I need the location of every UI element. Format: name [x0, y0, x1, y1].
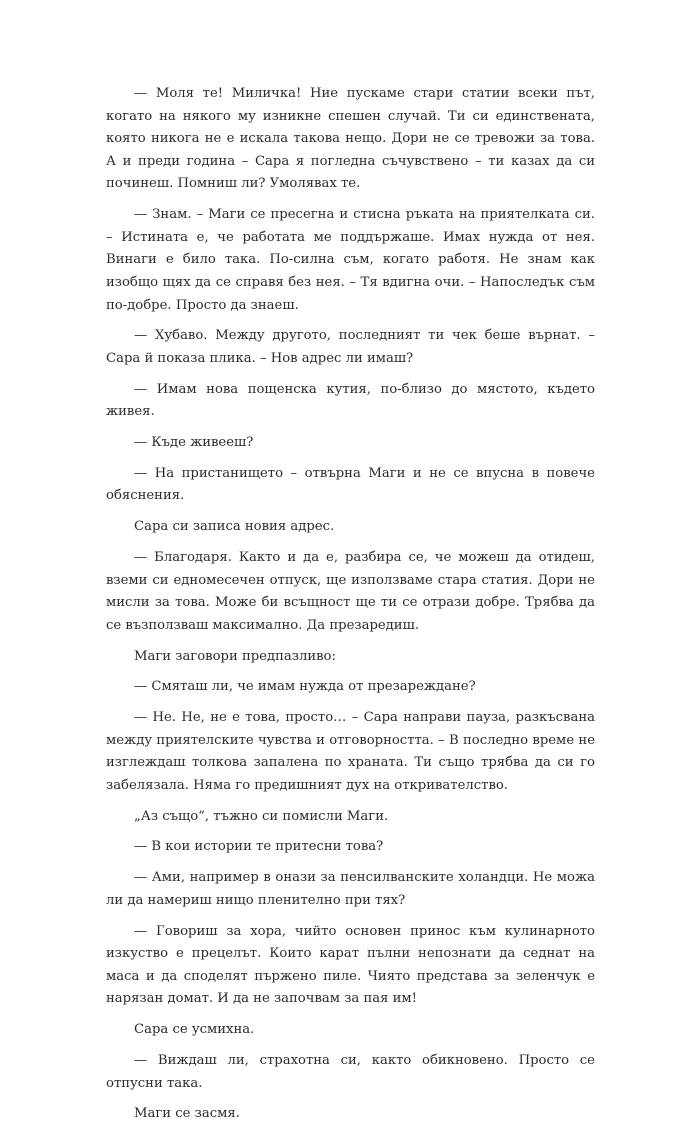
page-text	[106, 83, 595, 1126]
paragraph: — Не. Не, не е това, просто… – Сара направи пауза, разкъсвана между приятелските чувства и отговорността. – В последно време не изглеждаш толкова запалена по храната. Ти също трябва да си го забелязала. Няма го предишният дух на откривателство.	[106, 710, 595, 793]
paragraph: — Смяташ ли, че имам нужда от презареждане?	[134, 679, 476, 695]
paragraph: — Виждаш ли, страхотна си, както обикновено. Просто се отпусни така.	[106, 1052, 595, 1091]
paragraph: — Хубаво. Между другото, последният ти чек беше върнат. – Сара й показа плика. – Нов адрес ли имаш?	[106, 328, 595, 366]
paragraph: Маги заговори предпазливо:	[134, 648, 336, 664]
paragraph: — Моля те! Миличка! Ние пускаме стари статии всеки път, когато на някого му изникне спешен случай. Ти си единствената, която никога не е искала такова нещо. Дори не се тревожи за това. А и преди година – Сара я погледна съчувствено – ти казах да си починеш. Помниш ли? Умолявах те.	[106, 86, 595, 192]
paragraph: Маги се засмя.	[134, 1106, 240, 1122]
paragraph: — На пристанището – отвърна Маги и не се впусна в повече обяснения.	[106, 465, 595, 504]
paragraph: — Знам. – Маги се пресегна и стисна ръката на приятелката си. – Истината е, че работата ме поддържаше. Имах нужда от нея. Винаги е било така. По-силна съм, когато работя. Не знам как изобщо щях да се справя без нея. – Тя вдигна очи. – Напоследък съм по-добре. Просто да знаеш.	[106, 207, 595, 313]
paragraph: — Имам нова пощенска кутия, по-близо до мястото, където живея.	[106, 381, 595, 420]
paragraph: — Къде живееш?	[134, 435, 254, 451]
paragraph: „Аз също“, тъжно си помисли Маги.	[134, 808, 389, 824]
paragraph: — Благодаря. Както и да е, разбира се, че можеш да отидеш, вземи си едномесечен отпуск, ще използваме стара статия. Дори не мисли за това. Може би всъщност ще ти се отрази добре. Трябва да се възползваш максимално. Да презаредиш.	[106, 550, 595, 633]
paragraph: — Ами, например в онази за пенсилванските холандци. Не можа ли да намериш нищо пленително при тях?	[106, 870, 595, 908]
paragraph: — Говориш за хора, чийто основен принос към кулинарното изкуство е прецелът. Които карат пълни непознати да седнат на маса и да споделят пържено пиле. Чиято представа за зеленчук е нарязан домат. И да не започвам за пая им!	[106, 923, 595, 1007]
paragraph: Сара си записа новия адрес.	[134, 519, 335, 535]
paragraph: — В кои истории те притесни това?	[134, 839, 384, 855]
paragraph: Сара се усмихна.	[134, 1022, 255, 1038]
